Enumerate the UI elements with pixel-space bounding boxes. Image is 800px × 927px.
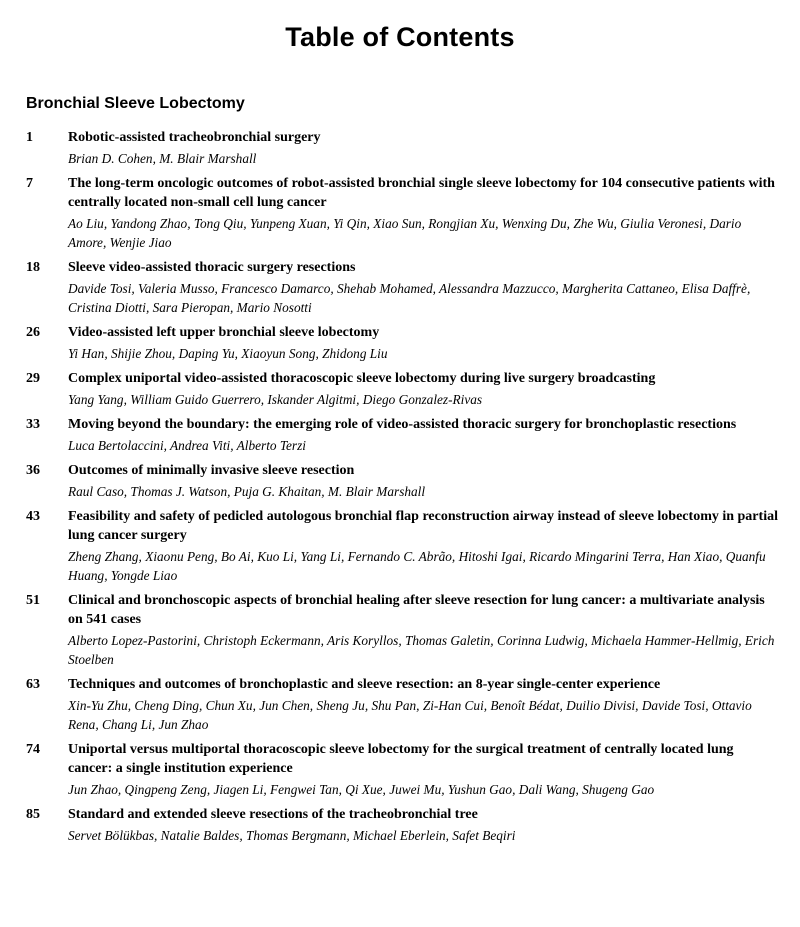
toc-entry [0,415,800,455]
entry-page-number: 43 [26,509,40,524]
entry-title: Feasibility and safety of pedicled autologous bronchial flap reconstruction airway instead of sleeve lobectomy in partial lung cancer surgery [68,509,778,543]
entry-authors: Xin-Yu Zhu, Cheng Ding, Chun Xu, Jun Chen, Sheng Ju, Shu Pan, Zi-Han Cui, Benoît Bédat, Duilio Divisi, Davide Tosi, Ottavio Rena, Chang Li, Jun Zhao [68,698,752,732]
entry-page-number: 18 [26,260,40,275]
entry-authors: Brian D. Cohen, M. Blair Marshall [68,151,257,166]
entry-page-number: 85 [26,807,40,822]
entry-page-number: 74 [26,742,40,757]
entry-authors: Alberto Lopez-Pastorini, Christoph Eckermann, Aris Koryllos, Thomas Galetin, Corinna Ludwig, Michaela Hammer-Hellmig, Erich Stoelben [68,633,775,667]
entry-authors: Servet Bölükbas, Natalie Baldes, Thomas Bergmann, Michael Eberlein, Safet Beqiri [68,828,516,843]
entry-authors: Ao Liu, Yandong Zhao, Tong Qiu, Yunpeng Xuan, Yi Qin, Xiao Sun, Rongjian Xu, Wenxing Du, Zhe Wu, Giulia Veronesi, Dario Amore, Wenjie Jiao [68,216,742,250]
entry-page-number: 63 [26,677,40,692]
toc-entry [0,174,800,252]
page-title: Table of Contents [285,22,515,52]
entry-title: Standard and extended sleeve resections of the tracheobronchial tree [68,807,478,822]
entry-title: Uniportal versus multiportal thoracoscopic sleeve lobectomy for the surgical treatment of centrally located lung cancer: a single institution experience [68,742,734,776]
entry-page-number: 7 [26,176,33,191]
entry-title: Robotic-assisted tracheobronchial surgery [68,130,321,145]
entry-page-number: 36 [26,463,40,478]
entry-authors: Davide Tosi, Valeria Musso, Francesco Damarco, Shehab Mohamed, Alessandra Mazzucco, Margherita Cattaneo, Elisa Daffrè, Cristina Diotti, Sara Pieropan, Mario Nosotti [68,281,751,315]
toc-entry [0,323,800,363]
entry-title: Complex uniportal video-assisted thoracoscopic sleeve lobectomy during live surgery broadcasting [68,371,656,386]
toc-entry [0,805,800,845]
entry-page-number: 29 [26,371,40,386]
toc-entry [0,258,800,317]
entry-title: Moving beyond the boundary: the emerging role of video-assisted thoracic surgery for bronchoplastic resections [68,417,737,432]
toc-entry [0,461,800,501]
entry-title: Sleeve video-assisted thoracic surgery resections [68,260,356,275]
entry-title: Clinical and bronchoscopic aspects of bronchial healing after sleeve resection for lung cancer: a multivariate analysis on 541 cases [68,593,765,627]
entry-authors: Zheng Zhang, Xiaonu Peng, Bo Ai, Kuo Li, Yang Li, Fernando C. Abrão, Hitoshi Igai, Ricardo Mingarini Terra, Han Xiao, Quanfu Huang, Yongde Liao [68,549,766,583]
entry-title: The long-term oncologic outcomes of robot-assisted bronchial single sleeve lobectomy for 104 consecutive patients with centrally located non-small cell lung cancer [68,176,775,210]
toc-entry [0,128,800,168]
entry-title: Video-assisted left upper bronchial sleeve lobectomy [68,325,380,340]
entry-authors: Luca Bertolaccini, Andrea Viti, Alberto Terzi [68,438,306,453]
entry-title: Techniques and outcomes of bronchoplastic and sleeve resection: an 8-year single-center experience [68,677,661,692]
toc-list [0,128,800,851]
entry-authors: Yang Yang, William Guido Guerrero, Iskander Algitmi, Diego Gonzalez-Rivas [68,392,483,407]
toc-entry [0,675,800,734]
entry-page-number: 33 [26,417,40,432]
entry-page-number: 51 [26,593,40,608]
toc-entry [0,740,800,799]
entry-authors: Raul Caso, Thomas J. Watson, Puja G. Khaitan, M. Blair Marshall [68,484,426,499]
toc-entry [0,591,800,669]
toc-entry [0,369,800,409]
entry-title: Outcomes of minimally invasive sleeve resection [68,463,355,478]
section-title: Bronchial Sleeve Lobectomy [26,95,245,112]
toc-entry [0,507,800,585]
entry-page-number: 1 [26,130,33,145]
entry-page-number: 26 [26,325,40,340]
entry-authors: Jun Zhao, Qingpeng Zeng, Jiagen Li, Fengwei Tan, Qi Xue, Juwei Mu, Yushun Gao, Dali Wang, Shugeng Gao [68,782,655,797]
entry-authors: Yi Han, Shijie Zhou, Daping Yu, Xiaoyun Song, Zhidong Liu [68,346,388,361]
